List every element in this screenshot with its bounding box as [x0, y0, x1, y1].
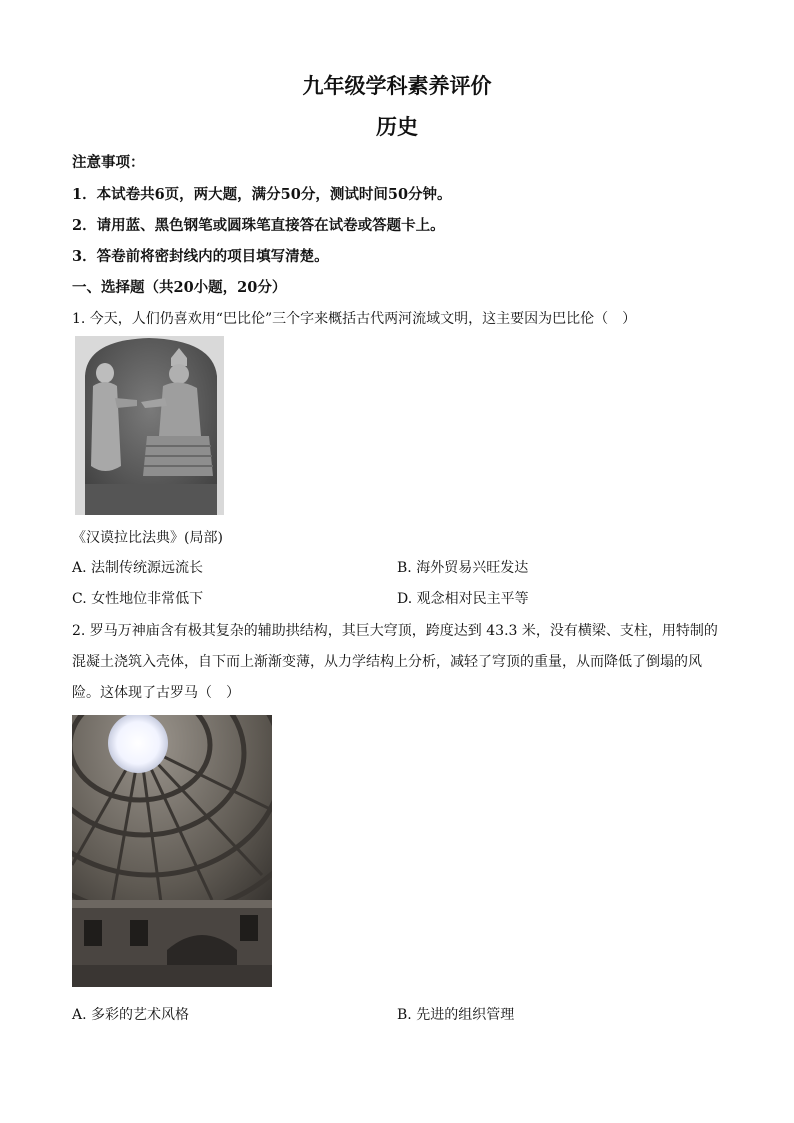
subject-title: 历史	[376, 114, 418, 139]
question-2-stem-line-3: 险。这体现了古罗马（ ）	[72, 685, 240, 701]
question-2-option-a[interactable]: A. 多彩的艺术风格	[72, 1007, 190, 1023]
question-2-option-b[interactable]: B. 先进的组织管理	[397, 1007, 515, 1023]
section-heading: 一、选择题（共20小题，20分）	[72, 279, 287, 296]
note-item-3: 3．答卷前将密封线内的项目填写清楚。	[72, 248, 329, 265]
page-title: 九年级学科素养评价	[302, 73, 492, 98]
stone-stele-relief-image	[75, 336, 224, 515]
question-1-option-a[interactable]: A. 法制传统源远流长	[72, 560, 204, 576]
question-1-stem: 1. 今天，人们仍喜欢用“巴比伦”三个字来概括古代两河流域文明，这主要因为巴比伦（ ）	[72, 311, 637, 327]
question-1-option-b[interactable]: B. 海外贸易兴旺发达	[397, 560, 529, 576]
note-item-1: 1．本试卷共6页，两大题，满分50分，测试时间50分钟。	[72, 186, 452, 203]
notes-heading: 注意事项：	[72, 154, 145, 171]
question-1-option-c[interactable]: C. 女性地位非常低下	[72, 591, 204, 607]
note-item-2: 2．请用蓝、黑色钢笔或圆珠笔直接答在试卷或答题卡上。	[72, 217, 445, 234]
stele-illustration	[75, 336, 224, 515]
dome-illustration	[72, 715, 272, 987]
question-1-option-d[interactable]: D. 观念相对民主平等	[397, 591, 529, 607]
question-2-stem-line-2: 混凝土浇筑入壳体，自下而上渐渐变薄，从力学结构上分析，减轻了穹顶的重量，从而降低了倒塌的风	[72, 654, 702, 670]
question-2-stem-line-1: 2. 罗马万神庙含有极其复杂的辅助拱结构，其巨大穹顶，跨度达到 43.3 米，没有横梁、支柱，用特制的	[72, 623, 718, 639]
question-1-image-caption: 《汉谟拉比法典》(局部)	[72, 530, 223, 546]
pantheon-dome-image	[72, 715, 272, 987]
